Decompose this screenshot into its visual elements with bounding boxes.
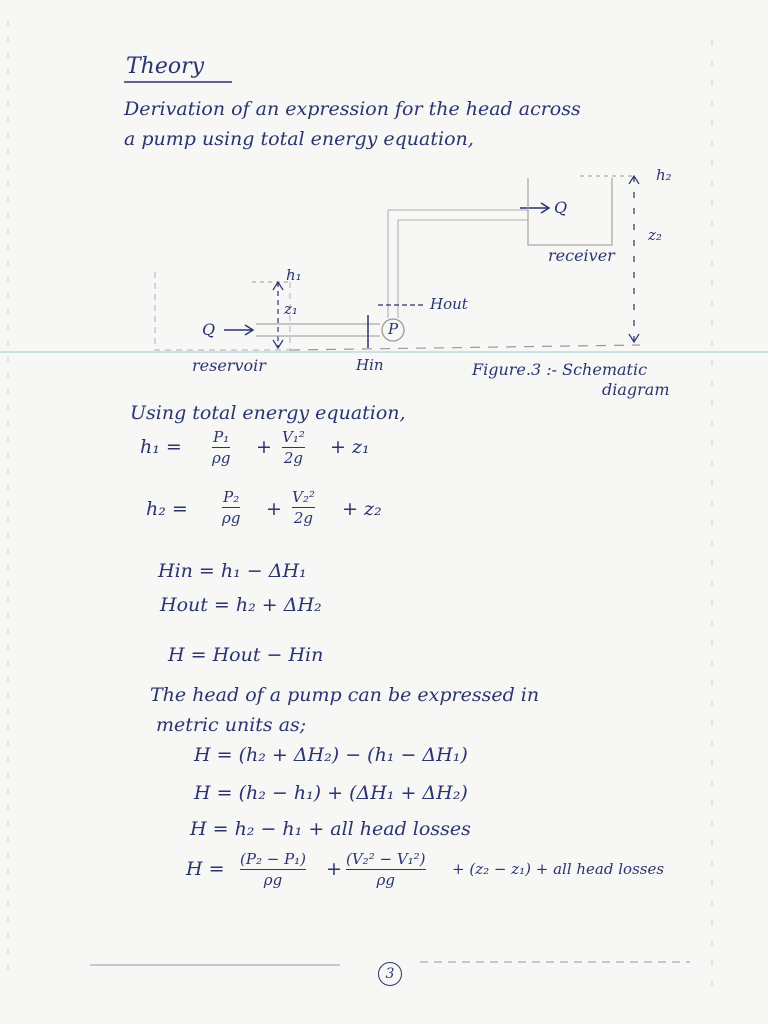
para-line-1: The head of a pump can be expressed in: [150, 684, 540, 706]
eq-h2-velocity-term: [292, 488, 315, 527]
eq-h2-t2-num: V₂²: [292, 488, 315, 506]
eq-final-4-plus: +: [326, 858, 342, 880]
eq-final-4-lhs: H =: [186, 858, 225, 880]
eq-h2-t1-num: P₂: [223, 488, 240, 506]
eq-final-3: H = h₂ − h₁ + all head losses: [190, 818, 471, 840]
eq-final-4-t1-den: ρg: [263, 871, 283, 889]
label-hout: Hout: [430, 295, 468, 313]
using-energy-line: Using total energy equation,: [130, 402, 406, 424]
eq-final-4-velocity-term: [346, 850, 426, 889]
intro-line-2: a pump using total energy equation,: [124, 128, 474, 150]
eq-final-1: H = (h₂ + ΔH₂) − (h₁ − ΔH₁): [194, 744, 468, 766]
datum-line: [290, 345, 640, 350]
reservoir-tank: [155, 272, 290, 350]
eq-h1-plus: +: [256, 436, 272, 458]
eq-h1-velocity-term: [282, 428, 305, 467]
page-number: 3: [378, 962, 402, 986]
eq-h1-lhs: h₁ =: [140, 436, 182, 458]
label-q-in: Q: [202, 320, 216, 339]
eq-final-2: H = (h₂ − h₁) + (ΔH₁ + ΔH₂): [194, 782, 468, 804]
eq-h1-t1-den: ρg: [212, 449, 231, 467]
label-hin: Hin: [356, 356, 384, 374]
eq-hin: Hin = h₁ − ΔH₁: [158, 560, 307, 582]
eq-h1-t2-num: V₁²: [282, 428, 305, 446]
eq-final-4-t1-num: (P₂ − P₁): [240, 850, 307, 868]
eq-h2-t2-den: 2g: [293, 509, 313, 527]
label-pump: P: [388, 320, 399, 338]
eq-h2-plus: +: [266, 498, 282, 520]
label-q-out: Q: [554, 198, 568, 217]
eq-final-4-pressure-term: [240, 850, 306, 889]
label-h1: h₁: [286, 266, 302, 284]
eq-h1-tail: + z₁: [330, 436, 370, 458]
eq-h2-tail: + z₂: [342, 498, 382, 520]
label-z2: z₂: [648, 226, 662, 244]
eq-final-4-t2-den: ρg: [376, 871, 395, 889]
eq-h2-t1-den: ρg: [222, 509, 241, 527]
label-receiver: receiver: [548, 246, 615, 265]
eq-h1-pressure-term: [212, 428, 230, 467]
para-line-2: metric units as;: [156, 714, 307, 736]
label-z1: z₁: [284, 300, 298, 318]
eq-final-4-t2-num: (V₂² − V₁²): [346, 850, 426, 868]
eq-final-4-tail: + (z₂ − z₁) + all head losses: [452, 860, 665, 878]
eq-head: H = Hout − Hin: [168, 644, 324, 666]
eq-h2-pressure-term: [222, 488, 240, 527]
label-reservoir: reservoir: [192, 356, 266, 375]
figure-caption-line-1: Figure.3 :- Schematic: [472, 360, 648, 379]
eq-h1-t1-num: P₁: [213, 428, 230, 446]
eq-hout: Hout = h₂ + ΔH₂: [160, 594, 322, 616]
label-h2: h₂: [656, 166, 672, 184]
eq-h2-lhs: h₂ =: [146, 498, 188, 520]
eq-h1-t2-den: 2g: [283, 449, 303, 467]
page-title: Theory: [126, 54, 205, 79]
receiver-tank: [528, 178, 612, 245]
figure-caption-line-2: diagram: [602, 380, 670, 399]
intro-line-1: Derivation of an expression for the head across: [124, 98, 581, 120]
